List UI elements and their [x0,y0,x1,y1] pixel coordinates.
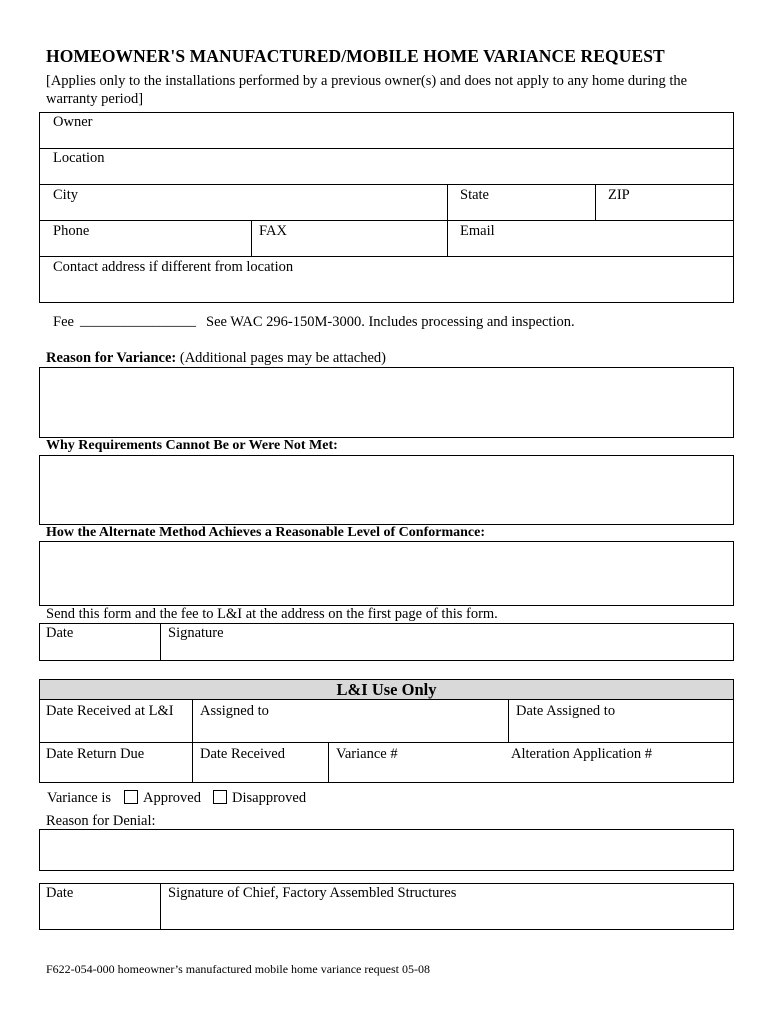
li-use-only-heading: L&I Use Only [39,679,734,700]
send-note: Send this form and the fee to L&I at the address on the first page of this form. [46,606,498,622]
fee-label: Fee [53,314,74,330]
variance-is-label: Variance is [47,790,112,806]
state-field[interactable] [500,190,589,216]
date-field[interactable] [46,641,158,661]
reason-heading-bold: Reason for Variance: [46,350,177,366]
reason-for-denial-label: Reason for Denial: [46,813,156,829]
zip-field[interactable] [640,190,729,216]
reason-for-variance-field[interactable] [39,367,734,438]
owner-label: Owner [53,114,93,130]
fax-label: FAX [259,223,287,239]
why-requirements-field[interactable] [39,455,734,525]
alteration-application-label: Alteration Application # [511,746,652,762]
disapproved-label: Disapproved [232,790,307,806]
variance-number-label: Variance # [336,746,398,762]
phone-field[interactable] [100,226,244,252]
fee-note: See WAC 296-150M-3000. Includes processing and inspection. [206,314,575,330]
date-received-label: Date Received [200,746,285,762]
reason-heading [46,350,386,367]
chief-signature-label: Signature of Chief, Factory Assembled Structures [168,885,457,901]
reason-for-denial-field[interactable] [39,829,734,871]
contact-address-field[interactable] [53,277,727,301]
phone-label: Phone [53,223,90,239]
approved-checkbox[interactable] [124,790,138,804]
date-assigned-to-label: Date Assigned to [516,703,616,719]
location-label: Location [53,150,105,166]
why-heading: Why Requirements Cannot Be or Were Not Met: [46,438,338,453]
date-label: Date [46,625,74,641]
contact-address-label: Contact address if different from location [53,259,294,275]
signature-field[interactable] [168,641,732,661]
disapproved-checkbox[interactable] [213,790,227,804]
state-label: State [460,187,489,203]
fax-field[interactable] [295,226,439,252]
date-return-due-label: Date Return Due [46,746,145,762]
form-footer: F622-054-000 homeowner’s manufactured mobile home variance request 05-08 [46,962,430,976]
signature-label: Signature [168,625,224,641]
location-field[interactable] [125,154,729,180]
email-label: Email [460,223,495,239]
owner-field[interactable] [110,118,724,144]
how-heading: How the Alternate Method Achieves a Reasonable Level of Conformance: [46,525,485,540]
approved-label: Approved [143,790,201,806]
city-label: City [53,187,78,203]
fee-blank[interactable]: ________________ [80,313,196,329]
city-field[interactable] [95,190,439,216]
date-received-li-label: Date Received at L&I [46,703,174,719]
form-subtitle: [Applies only to the installations performed by a previous owner(s) and does not apply to any home during the warranty period] [46,73,688,107]
zip-label: ZIP [608,187,630,203]
alternate-method-field[interactable] [39,541,734,606]
form-title: HOMEOWNER'S MANUFACTURED/MOBILE HOME VARIANCE REQUEST [46,46,665,66]
chief-date-field[interactable] [46,903,158,927]
email-field[interactable] [505,226,729,252]
reason-heading-note: (Additional pages may be attached) [176,350,387,366]
chief-signature-field[interactable] [168,903,732,927]
assigned-to-label: Assigned to [200,703,269,719]
chief-date-label: Date [46,885,74,901]
